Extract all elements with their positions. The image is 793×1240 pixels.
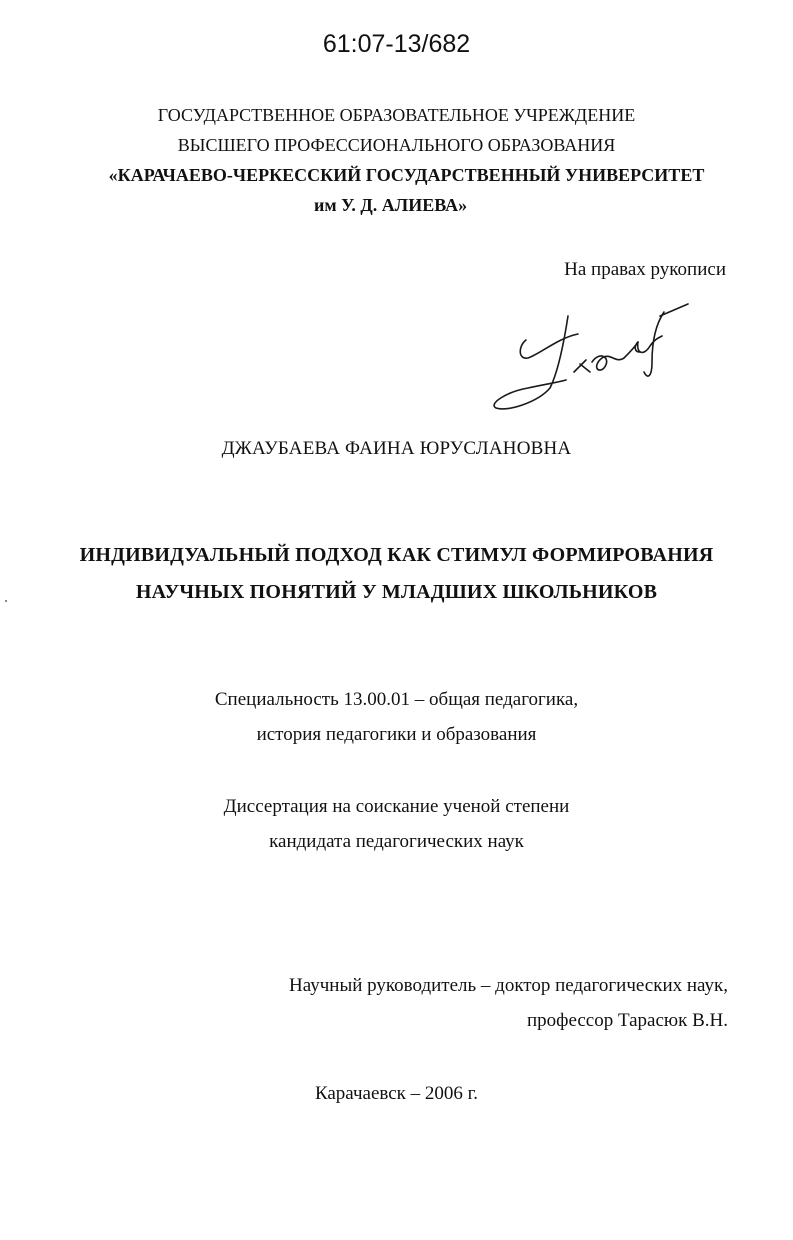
title-line-2: НАУЧНЫХ ПОНЯТИЙ У МЛАДШИХ ШКОЛЬНИКОВ	[135, 581, 658, 603]
institution-line-1: ГОСУДАРСТВЕННОЕ ОБРАЗОВАТЕЛЬНОЕ УЧРЕЖДЕНИЕ	[157, 105, 636, 125]
author-name: ДЖАУБАЕВА ФАИНА ЮРУСЛАНОВНА	[221, 438, 572, 459]
scan-artifact	[5, 600, 7, 602]
institution-line-2: ВЫСШЕГО ПРОФЕССИОНАЛЬНОГО ОБРАЗОВАНИЯ	[177, 135, 616, 155]
title-line-1: ИНДИВИДУАЛЬНЫЙ ПОДХОД КАК СТИМУЛ ФОРМИРОВАНИЯ	[79, 544, 714, 566]
supervisor-line-1: Научный руководитель – доктор педагогических наук,	[289, 975, 728, 996]
place-year: Карачаевск – 2006 г.	[314, 1083, 479, 1104]
supervisor-line-2: профессор Тарасюк В.Н.	[526, 1010, 728, 1031]
specialty-line-1: Специальность 13.00.01 – общая педагогика,	[214, 689, 579, 710]
degree-line-1: Диссертация на соискание ученой степени	[223, 796, 570, 817]
catalog-number: 61:07-13/682	[322, 30, 471, 58]
specialty-line-2: история педагогики и образования	[256, 724, 537, 745]
manuscript-note: На правах рукописи	[564, 259, 726, 280]
institution-line-3: «КАРАЧАЕВО-ЧЕРКЕССКИЙ ГОСУДАРСТВЕННЫЙ УНИВЕРСИТЕТ	[108, 165, 705, 185]
institution-line-4: им У. Д. АЛИЕВА»	[314, 195, 468, 215]
degree-line-2: кандидата педагогических наук	[269, 831, 524, 852]
handwritten-signature-icon	[488, 302, 698, 414]
